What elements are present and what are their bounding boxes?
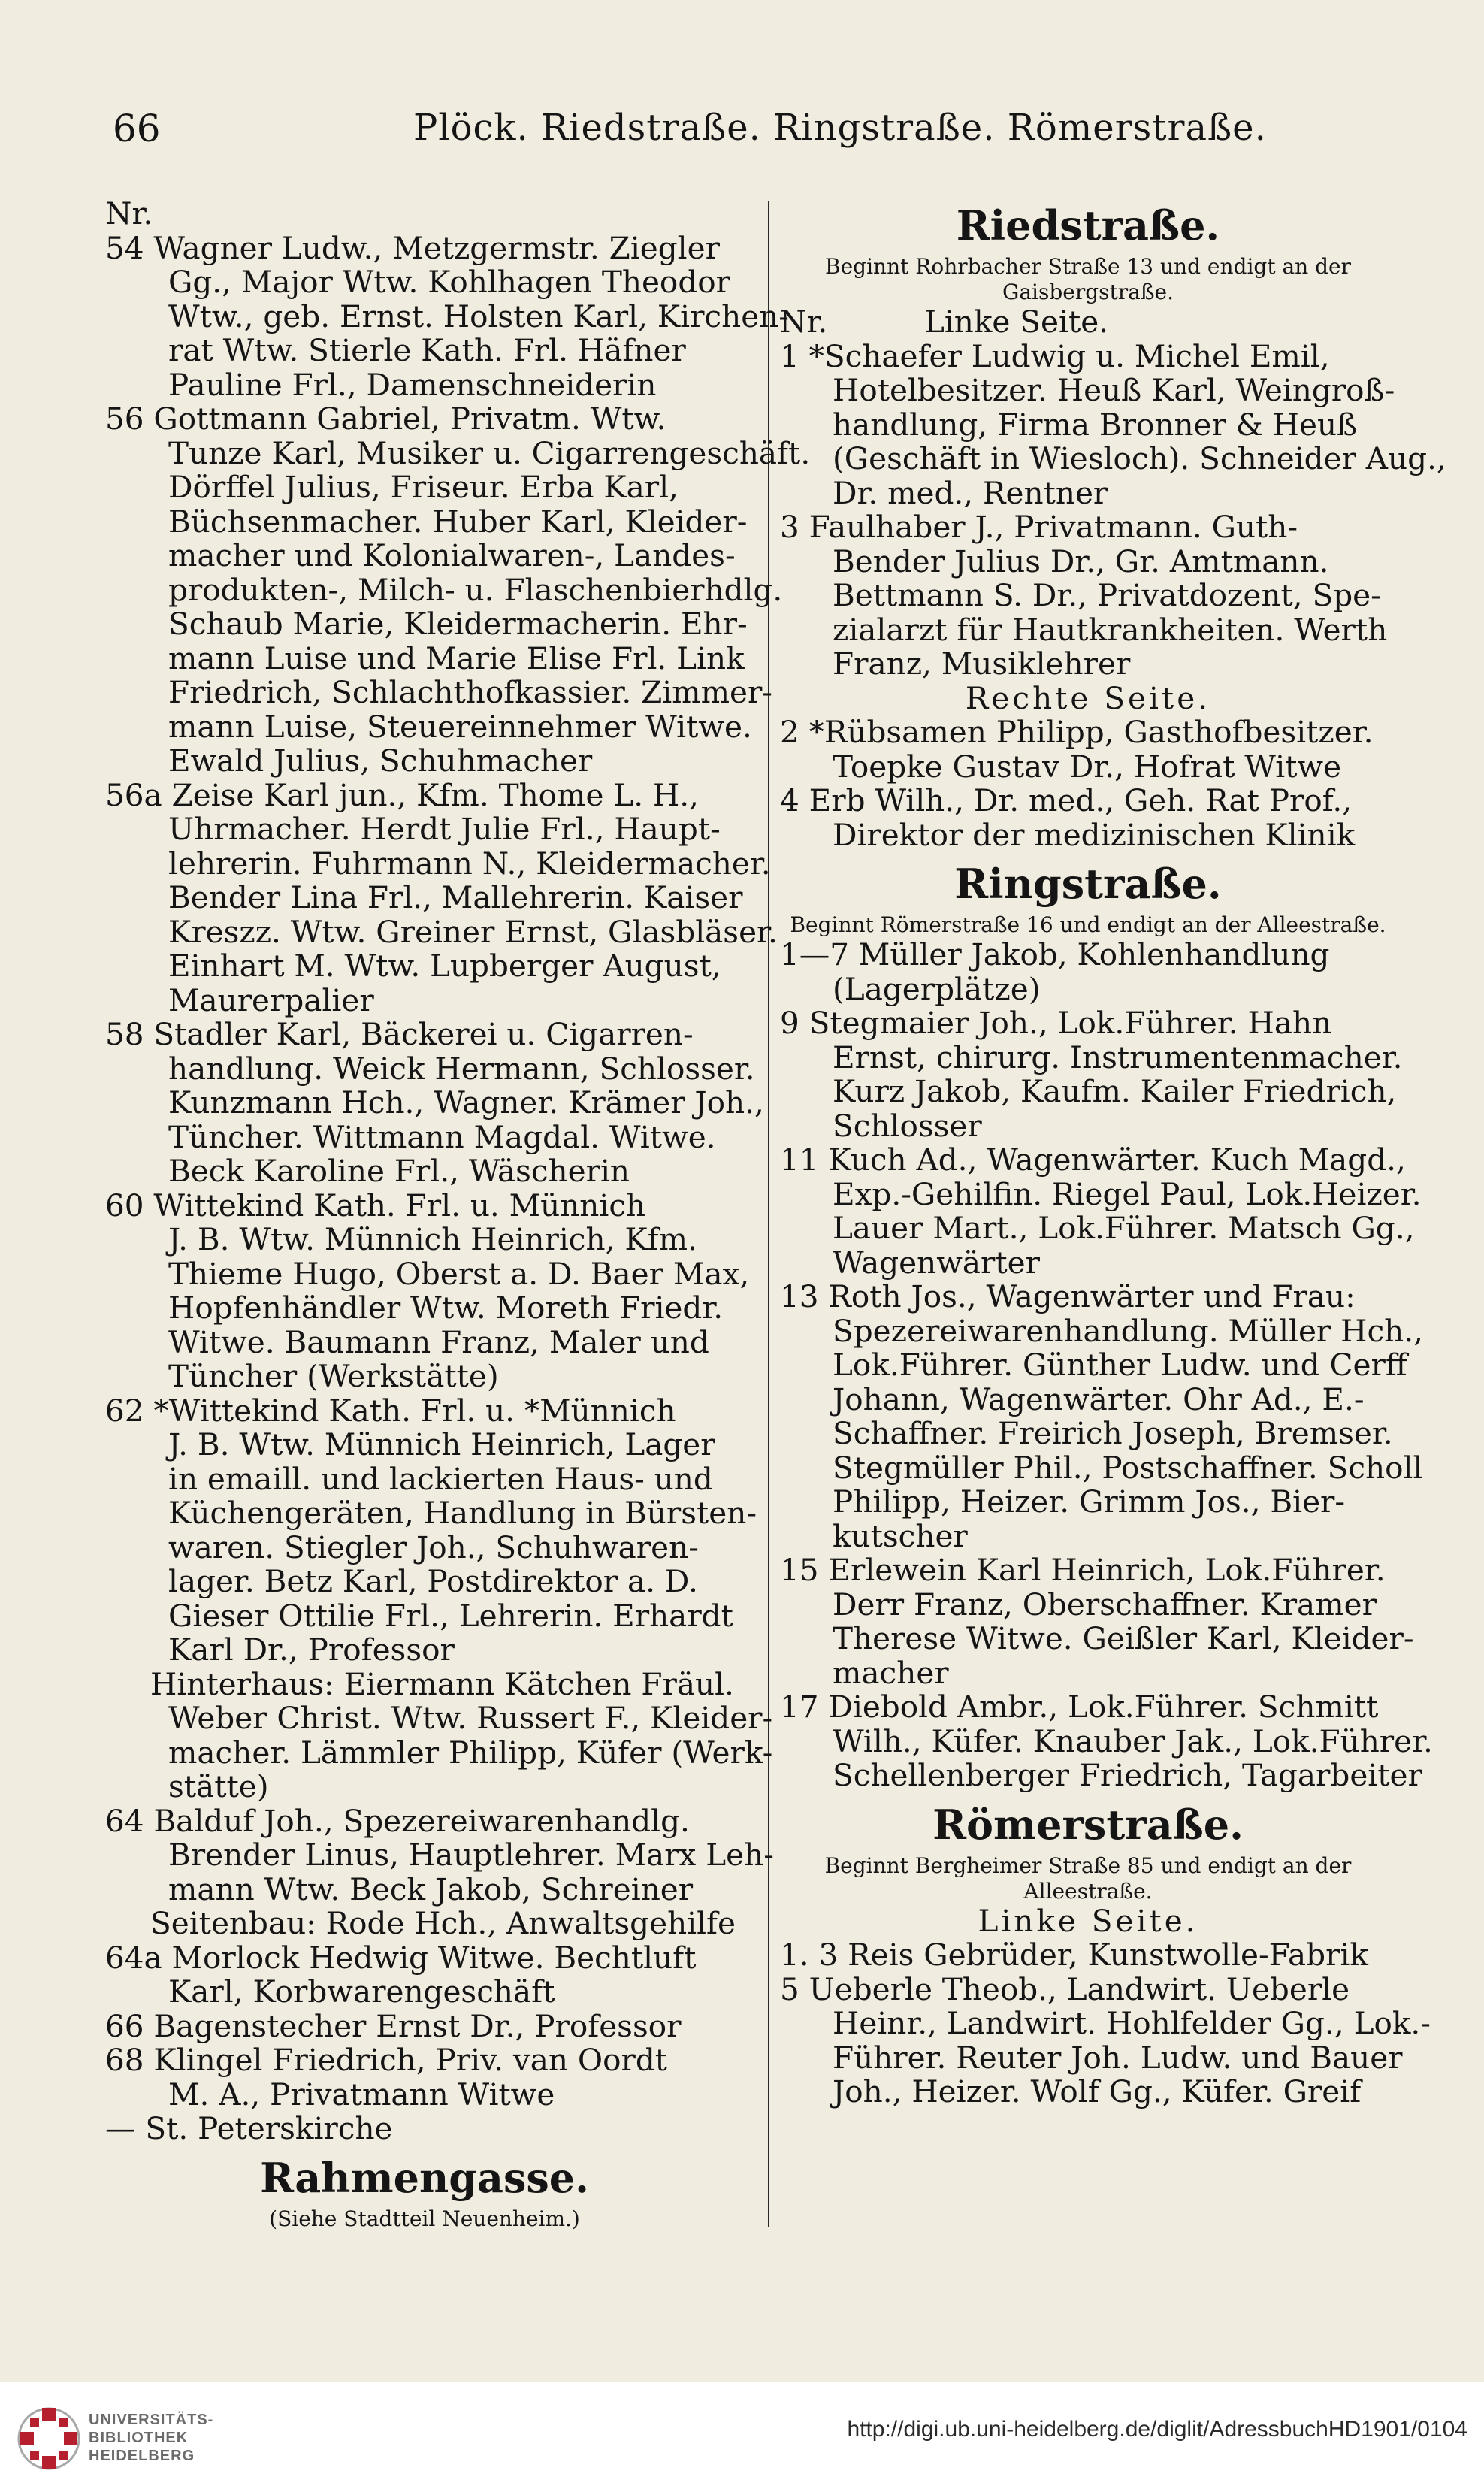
list-item: Bender Lina Frl., Mallehrerin. Kaiser — [168, 879, 743, 915]
list-item: Maurerpalier — [168, 981, 374, 1018]
list-item: 13 Roth Jos., Wagenwärter und Frau: — [780, 1278, 1356, 1314]
list-item: zialarzt für Hautkrankheiten. Werth — [833, 611, 1388, 648]
right-column — [780, 201, 1446, 2109]
list-item: Wtw., geb. Ernst. Holsten Karl, Kirchen- — [168, 298, 789, 334]
library-logo-icon — [8, 2397, 90, 2480]
list-item: macher. Lämmler Philipp, Küfer (Werk- — [168, 1734, 773, 1771]
list-item: Dr. med., Rentner — [833, 474, 1108, 511]
column-divider — [768, 201, 769, 2227]
list-item: 54 Wagner Ludw., Metzgermstr. Ziegler — [105, 229, 720, 266]
list-item: Bettmann S. Dr., Privatdozent, Spe- — [833, 577, 1381, 613]
list-item: lehrerin. Fuhrmann N., Kleidermacher. — [168, 845, 771, 882]
list-item: Nr. — [105, 195, 153, 231]
list-item: — St. Peterskirche — [105, 2110, 393, 2146]
page-number: 66 — [113, 107, 161, 150]
list-item: 2 *Rübsamen Philipp, Gasthofbesitzer. — [780, 714, 1374, 750]
list-item: 64a Morlock Hedwig Witwe. Bechtluft — [105, 1939, 697, 1976]
list-item: 58 Stadler Karl, Bäckerei u. Cigarren- — [105, 1016, 694, 1052]
list-item: 15 Erlewein Karl Heinrich, Lok.Führer. — [780, 1552, 1386, 1588]
street-note-riedstrasse: Beginnt Rohrbacher Straße 13 und endigt an der Gaisbergstraße. — [825, 254, 1351, 304]
list-item: handlung. Weick Hermann, Schlosser. — [168, 1050, 755, 1087]
list-item: (Geschäft in Wiesloch). Schneider Aug., — [833, 440, 1446, 476]
list-item: Weber Christ. Wtw. Russert F., Kleider- — [168, 1700, 773, 1736]
list-item: Heinr., Landwirt. Hohlfelder Gg., Lok.- — [833, 2005, 1431, 2041]
list-item: produkten-, Milch- u. Flaschenbierhdlg. — [168, 571, 783, 608]
list-item: Ernst, chirurg. Instrumentenmacher. — [833, 1039, 1403, 1075]
street-heading-ringstrasse: Ringstraße. — [954, 860, 1222, 908]
list-item: 17 Diebold Ambr., Lok.Führer. Schmitt — [780, 1689, 1379, 1725]
list-item: Johann, Wagenwärter. Ohr Ad., E.- — [833, 1381, 1365, 1417]
street-note-ringstrasse: Beginnt Römerstraße 16 und endigt an der Alleestraße. — [790, 912, 1386, 937]
left-column — [105, 195, 811, 2232]
list-item: Schaffner. Freirich Joseph, Bremser. — [833, 1415, 1393, 1451]
list-item: J. B. Wtw. Münnich Heinrich, Kfm. — [168, 1221, 697, 1257]
list-item: Tunze Karl, Musiker u. Cigarrengeschäft. — [168, 434, 811, 471]
list-item: 4 Erb Wilh., Dr. med., Geh. Rat Prof., — [780, 782, 1353, 818]
list-item: Witwe. Baumann Franz, Maler und — [168, 1323, 709, 1360]
list-item: handlung, Firma Bronner & Heuß — [833, 406, 1358, 443]
viewer-footer — [0, 2382, 1484, 2489]
street-note-rahmengasse: (Siehe Stadtteil Neuenheim.) — [269, 2206, 580, 2231]
list-item: 64 Balduf Joh., Spezereiwarenhandlg. — [105, 1802, 690, 1839]
list-item: Schlosser — [833, 1107, 982, 1144]
list-item: Büchsenmacher. Huber Karl, Kleider- — [168, 503, 748, 540]
list-item: macher — [833, 1654, 949, 1691]
list-item: Kreszz. Wtw. Greiner Ernst, Glasbläser. — [168, 913, 778, 950]
list-item: Lauer Mart., Lok.Führer. Matsch Gg., — [833, 1210, 1415, 1246]
running-head: Plöck. Riedstraße. Ringstraße. Römerstraße. — [413, 107, 1267, 149]
list-item: macher und Kolonialwaren-, Landes- — [168, 537, 736, 573]
list-item: 62 *Wittekind Kath. Frl. u. *Münnich — [105, 1392, 676, 1429]
list-item: Exp.-Gehilfin. Riegel Paul, Lok.Heizer. — [833, 1175, 1422, 1212]
list-item: J. B. Wtw. Münnich Heinrich, Lager — [168, 1426, 715, 1462]
list-item: Bender Julius Dr., Gr. Amtmann. — [833, 543, 1329, 579]
list-item: Karl, Korbwarengeschäft — [168, 1973, 555, 2010]
list-item: Thieme Hugo, Oberst a. D. Baer Max, — [168, 1255, 750, 1292]
list-item: (Lagerplätze) — [833, 970, 1041, 1007]
list-item: 66 Bagenstecher Ernst Dr., Professor — [105, 2007, 682, 2044]
list-item: stätte) — [168, 1768, 269, 1804]
list-item: Hotelbesitzer. Heuß Karl, Weingroß- — [833, 372, 1395, 408]
side-heading-right: Rechte Seite. — [965, 679, 1211, 716]
list-item: Ewald Julius, Schuhmacher — [168, 742, 593, 779]
list-item: Stegmüller Phil., Postschaffner. Scholl — [833, 1449, 1423, 1486]
source-url-link[interactable]: http://digi.ub.uni-heidelberg.de/diglit/AdressbuchHD1901/0104 — [847, 2417, 1467, 2442]
list-item: Schaub Marie, Kleidermacherin. Ehr- — [168, 606, 748, 642]
list-item: Kurz Jakob, Kaufm. Kailer Friedrich, — [833, 1073, 1397, 1109]
list-item: rat Wtw. Stierle Kath. Frl. Häfner — [168, 332, 686, 368]
street-heading-riedstrasse: Riedstraße. — [956, 201, 1220, 250]
list-item: Therese Witwe. Geißler Karl, Kleider- — [833, 1620, 1414, 1656]
list-item: 9 Stegmaier Joh., Lok.Führer. Hahn — [780, 1005, 1332, 1041]
list-item: Pauline Frl., Damenschneiderin — [168, 366, 657, 403]
list-item: Hinterhaus: Eiermann Kätchen Fräul. — [150, 1665, 734, 1702]
list-item: Derr Franz, Oberschaffner. Kramer — [833, 1586, 1377, 1623]
list-item: Spezereiwarenhandlung. Müller Hch., — [833, 1312, 1423, 1349]
list-item: lager. Betz Karl, Postdirektor a. D. — [168, 1563, 698, 1599]
column-header: Nr. Linke Seite. — [780, 304, 1109, 340]
list-item: Philipp, Heizer. Grimm Jos., Bier- — [833, 1483, 1346, 1520]
list-item: in emaill. und lackierten Haus- und — [168, 1460, 713, 1497]
list-item: Uhrmacher. Herdt Julie Frl., Haupt- — [168, 811, 721, 847]
list-item: Führer. Reuter Joh. Ludw. und Bauer — [833, 2039, 1403, 2076]
list-item: 5 Ueberle Theob., Landwirt. Ueberle — [780, 1970, 1350, 2007]
street-heading-roemerstrasse: Römerstraße. — [932, 1800, 1244, 1849]
list-item: Karl Dr., Professor — [168, 1632, 455, 1668]
list-item: Beck Karoline Frl., Wäscherin — [168, 1153, 630, 1189]
list-item: Tüncher. Wittmann Magdal. Witwe. — [168, 1118, 716, 1155]
list-item: mann Luise, Steuereinnehmer Witwe. — [168, 708, 752, 745]
list-item: Tüncher (Werkstätte) — [168, 1358, 499, 1394]
list-item: Seitenbau: Rode Hch., Anwaltsgehilfe — [150, 1905, 736, 1941]
list-item: M. A., Privatmann Witwe — [168, 2076, 555, 2112]
list-item: kutscher — [833, 1517, 968, 1554]
list-item: Hopfenhändler Wtw. Moreth Friedr. — [168, 1290, 724, 1326]
list-item: Brender Linus, Hauptlehrer. Marx Leh- — [168, 1837, 774, 1873]
list-item: 56 Gottmann Gabriel, Privatm. Wtw. — [105, 401, 666, 437]
list-item: Direktor der medizinischen Klinik — [833, 816, 1356, 853]
list-item: waren. Stiegler Joh., Schuhwaren- — [168, 1529, 699, 1565]
list-item: Gg., Major Wtw. Kohlhagen Theodor — [168, 264, 730, 300]
list-item: 60 Wittekind Kath. Frl. u. Münnich — [105, 1187, 646, 1223]
list-item: 56a Zeise Karl jun., Kfm. Thome L. H., — [105, 776, 700, 813]
list-item: 1. 3 Reis Gebrüder, Kunstwolle-Fabrik — [780, 1937, 1368, 1973]
list-item: Franz, Musiklehrer — [833, 646, 1131, 682]
list-item: Gieser Ottilie Frl., Lehrerin. Erhardt — [168, 1597, 733, 1634]
list-item: Joh., Heizer. Wolf Gg., Küfer. Greif — [833, 2073, 1362, 2109]
list-item: mann Wtw. Beck Jakob, Schreiner — [168, 1871, 694, 1907]
library-logo-text: UNIVERSITÄTS- BIBLIOTHEK HEIDELBERG — [89, 2412, 214, 2464]
list-item: Schellenberger Friedrich, Tagarbeiter — [833, 1757, 1422, 1793]
list-item: Wilh., Küfer. Knauber Jak., Lok.Führer. — [833, 1722, 1433, 1759]
list-item: 11 Kuch Ad., Wagenwärter. Kuch Magd., — [780, 1142, 1406, 1178]
list-item: Toepke Gustav Dr., Hofrat Witwe — [833, 748, 1342, 785]
list-item: Einhart M. Wtw. Lupberger August, — [168, 948, 721, 984]
list-item: Friedrich, Schlachthofkassier. Zimmer- — [168, 674, 772, 710]
list-item: Kunzmann Hch., Wagner. Krämer Joh., — [168, 1084, 764, 1121]
list-item: 3 Faulhaber J., Privatmann. Guth- — [780, 509, 1298, 545]
street-note-roemerstrasse: Beginnt Bergheimer Straße 85 und endigt an der Alleestraße. — [824, 1852, 1352, 1904]
list-item: 1—7 Müller Jakob, Kohlenhandlung — [780, 936, 1330, 972]
list-item: Wagenwärter — [833, 1244, 1041, 1281]
list-item: Küchengeräten, Handlung in Bürsten- — [168, 1495, 757, 1531]
list-item: 1 *Schaefer Ludwig u. Michel Emil, — [780, 337, 1330, 374]
list-item: Dörffel Julius, Friseur. Erba Karl, — [168, 469, 679, 505]
side-heading-left: Linke Seite. — [978, 1902, 1198, 1939]
list-item: Lok.Führer. Günther Ludw. und Cerff — [833, 1347, 1407, 1383]
street-heading-rahmengasse: Rahmengasse. — [260, 2153, 589, 2202]
list-item: 68 Klingel Friedrich, Priv. van Oordt — [105, 2042, 668, 2078]
list-item: mann Luise und Marie Elise Frl. Link — [168, 640, 745, 676]
